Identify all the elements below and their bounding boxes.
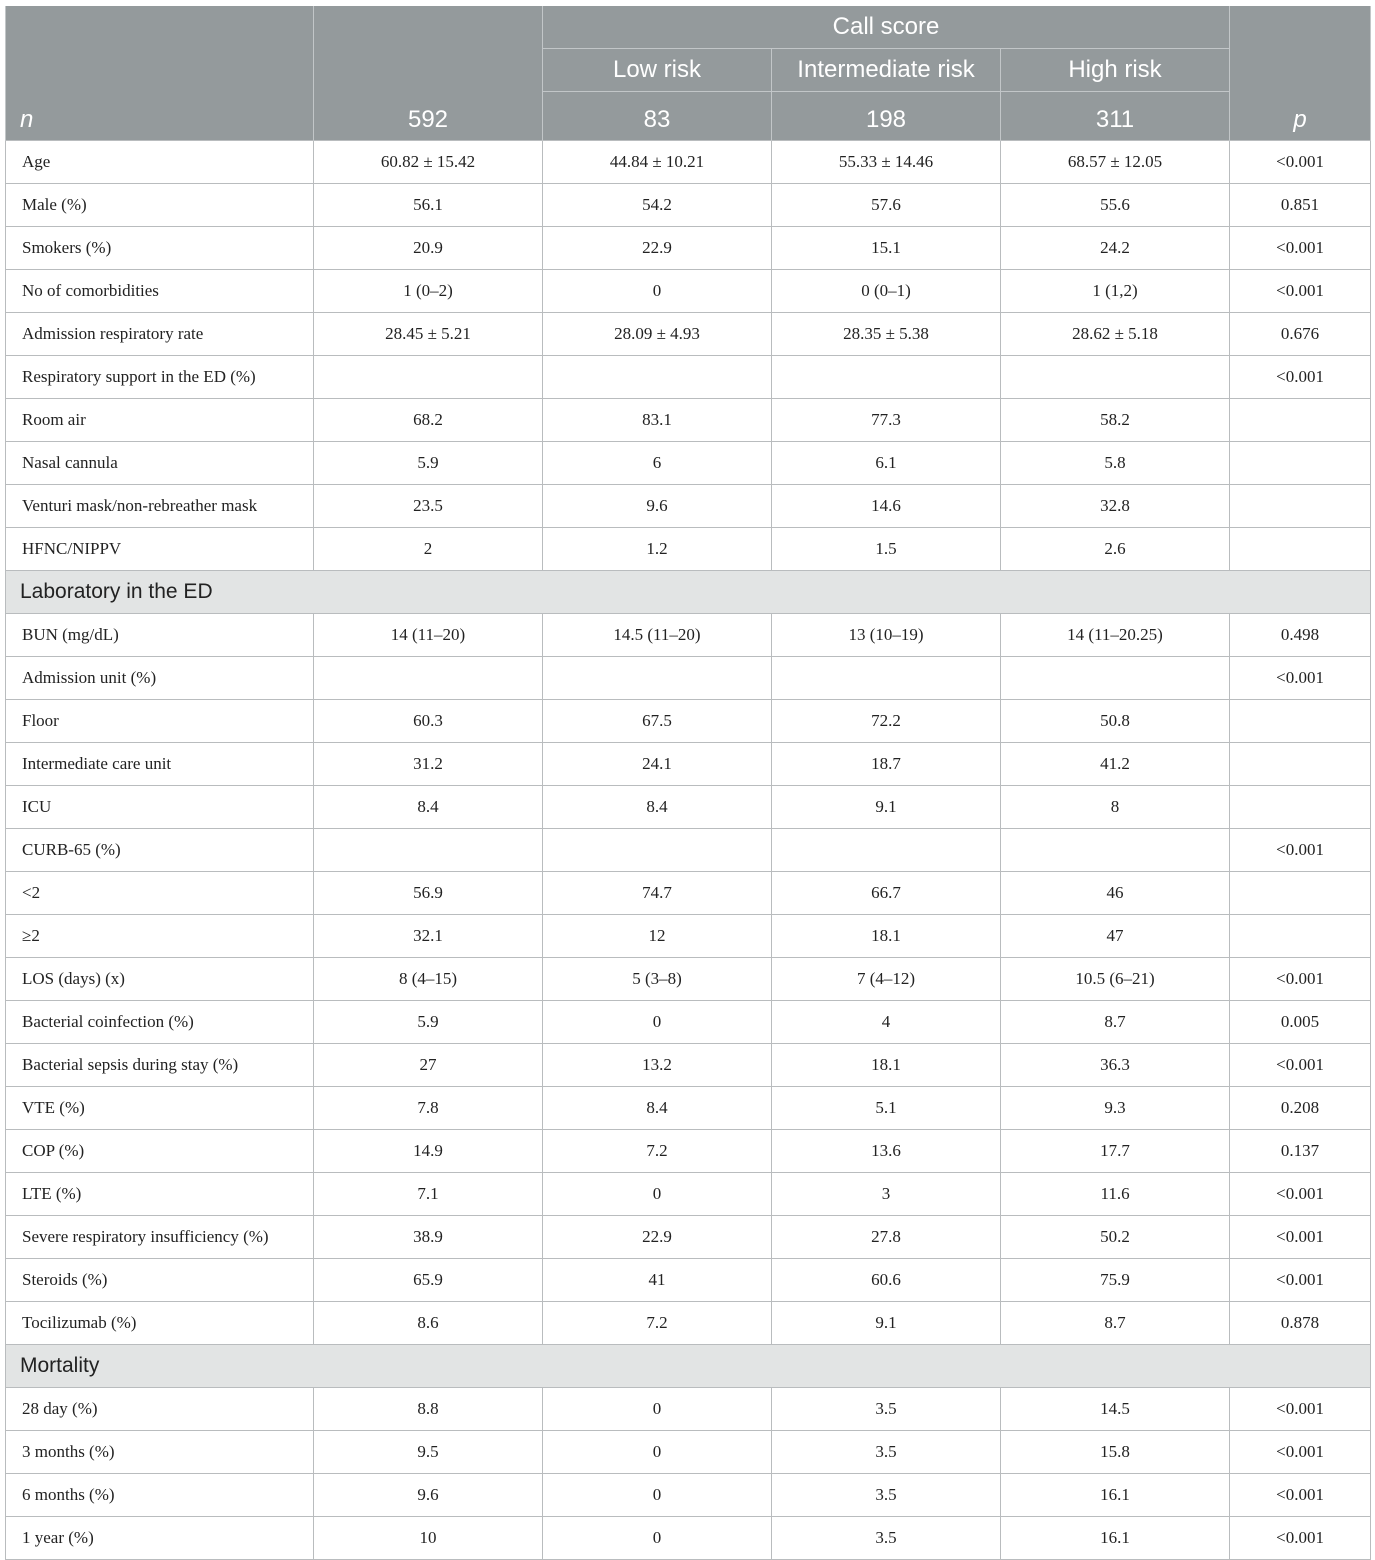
table-cell: 50.2 xyxy=(1001,1216,1230,1259)
table-cell: 28.45 ± 5.21 xyxy=(314,313,543,356)
table-cell: 5 (3–8) xyxy=(543,958,772,1001)
table-cell: 20.9 xyxy=(314,227,543,270)
row-label: ≥2 xyxy=(6,915,314,958)
table-row xyxy=(6,1001,1371,1044)
table-cell: 28.62 ± 5.18 xyxy=(1001,313,1230,356)
p-value-cell: <0.001 xyxy=(1230,1259,1371,1302)
row-label: Severe respiratory insufficiency (%) xyxy=(6,1216,314,1259)
section-row xyxy=(6,1345,1371,1388)
table-cell: 14 (11–20) xyxy=(314,614,543,657)
table-cell: 31.2 xyxy=(314,743,543,786)
table-cell: 3.5 xyxy=(772,1431,1001,1474)
table-row xyxy=(6,743,1371,786)
table-cell: 41.2 xyxy=(1001,743,1230,786)
table-cell: 54.2 xyxy=(543,184,772,227)
table-cell xyxy=(543,829,772,872)
table-cell: 68.57 ± 12.05 xyxy=(1001,141,1230,184)
table-cell: 9.5 xyxy=(314,1431,543,1474)
table-cell xyxy=(772,657,1001,700)
p-value-cell: <0.001 xyxy=(1230,657,1371,700)
table-body xyxy=(6,141,1371,1560)
p-value-cell: <0.001 xyxy=(1230,958,1371,1001)
row-label: 1 year (%) xyxy=(6,1517,314,1560)
p-value-cell: 0.851 xyxy=(1230,184,1371,227)
table-cell: 0 xyxy=(543,1388,772,1431)
p-value-cell: 0.137 xyxy=(1230,1130,1371,1173)
table-cell: 8.7 xyxy=(1001,1001,1230,1044)
table-cell: 8 (4–15) xyxy=(314,958,543,1001)
table-row xyxy=(6,1173,1371,1216)
table-cell: 3.5 xyxy=(772,1517,1001,1560)
table-cell: 3 xyxy=(772,1173,1001,1216)
row-label: Smokers (%) xyxy=(6,227,314,270)
row-label: Male (%) xyxy=(6,184,314,227)
table-cell: 7.1 xyxy=(314,1173,543,1216)
table-cell: 65.9 xyxy=(314,1259,543,1302)
table-row xyxy=(6,1044,1371,1087)
row-label: Tocilizumab (%) xyxy=(6,1302,314,1345)
table-cell: 68.2 xyxy=(314,399,543,442)
row-label: LOS (days) (x) xyxy=(6,958,314,1001)
table-cell xyxy=(314,657,543,700)
table-cell: 46 xyxy=(1001,872,1230,915)
table-cell: 14.5 (11–20) xyxy=(543,614,772,657)
table-cell: 17.7 xyxy=(1001,1130,1230,1173)
table-row xyxy=(6,270,1371,313)
table-cell: 7.2 xyxy=(543,1302,772,1345)
row-label: <2 xyxy=(6,872,314,915)
table-cell xyxy=(1001,829,1230,872)
table-cell: 66.7 xyxy=(772,872,1001,915)
table-cell: 13.6 xyxy=(772,1130,1001,1173)
p-value-cell: 0.676 xyxy=(1230,313,1371,356)
table-row xyxy=(6,829,1371,872)
table-cell: 1.5 xyxy=(772,528,1001,571)
table-cell: 0 xyxy=(543,1431,772,1474)
table-cell: 15.8 xyxy=(1001,1431,1230,1474)
table-cell: 1 (0–2) xyxy=(314,270,543,313)
table-cell: 32.1 xyxy=(314,915,543,958)
table-cell: 14 (11–20.25) xyxy=(1001,614,1230,657)
data-table xyxy=(5,6,1371,1560)
table-cell: 58.2 xyxy=(1001,399,1230,442)
table-row xyxy=(6,786,1371,829)
table-cell: 13 (10–19) xyxy=(772,614,1001,657)
p-value-cell: 0.498 xyxy=(1230,614,1371,657)
table-cell: 18.7 xyxy=(772,743,1001,786)
table-cell: 55.33 ± 14.46 xyxy=(772,141,1001,184)
table-row xyxy=(6,1130,1371,1173)
table-cell: 83.1 xyxy=(543,399,772,442)
table-row xyxy=(6,1087,1371,1130)
table-cell xyxy=(314,829,543,872)
p-value-cell: <0.001 xyxy=(1230,1517,1371,1560)
table-row xyxy=(6,1431,1371,1474)
p-value-cell xyxy=(1230,528,1371,571)
table-cell: 27.8 xyxy=(772,1216,1001,1259)
table-cell: 32.8 xyxy=(1001,485,1230,528)
table-cell: 2.6 xyxy=(1001,528,1230,571)
p-value-cell xyxy=(1230,700,1371,743)
table-cell: 9.6 xyxy=(314,1474,543,1517)
row-label: Admission respiratory rate xyxy=(6,313,314,356)
p-value-cell xyxy=(1230,872,1371,915)
row-label: Age xyxy=(6,141,314,184)
table-cell: 3.5 xyxy=(772,1474,1001,1517)
table-cell: 75.9 xyxy=(1001,1259,1230,1302)
table-row xyxy=(6,872,1371,915)
table-row xyxy=(6,1517,1371,1560)
table-cell: 8.4 xyxy=(314,786,543,829)
table-cell: 10 xyxy=(314,1517,543,1560)
p-value-cell: <0.001 xyxy=(1230,356,1371,399)
table-cell: 9.3 xyxy=(1001,1087,1230,1130)
total-count: 592 xyxy=(314,6,543,141)
table-cell: 72.2 xyxy=(772,700,1001,743)
table-cell: 6 xyxy=(543,442,772,485)
row-label: Venturi mask/non-rebreather mask xyxy=(6,485,314,528)
table-cell: 24.1 xyxy=(543,743,772,786)
table-cell: 5.9 xyxy=(314,442,543,485)
table-cell: 41 xyxy=(543,1259,772,1302)
high-risk-header: High risk xyxy=(1001,49,1230,92)
row-label: Intermediate care unit xyxy=(6,743,314,786)
table-cell: 0 xyxy=(543,1517,772,1560)
row-label: Bacterial sepsis during stay (%) xyxy=(6,1044,314,1087)
row-label: No of comorbidities xyxy=(6,270,314,313)
table-cell: 4 xyxy=(772,1001,1001,1044)
row-label: 6 months (%) xyxy=(6,1474,314,1517)
table-row xyxy=(6,1388,1371,1431)
row-label: Nasal cannula xyxy=(6,442,314,485)
p-value-cell: <0.001 xyxy=(1230,1388,1371,1431)
p-label: p xyxy=(1230,6,1371,141)
section-row xyxy=(6,571,1371,614)
table-cell: 8.4 xyxy=(543,1087,772,1130)
table-cell: 67.5 xyxy=(543,700,772,743)
high-risk-count: 311 xyxy=(1001,92,1230,141)
table-header xyxy=(6,6,1371,141)
row-label: BUN (mg/dL) xyxy=(6,614,314,657)
table-cell: 8.8 xyxy=(314,1388,543,1431)
row-label: CURB-65 (%) xyxy=(6,829,314,872)
p-value-cell: <0.001 xyxy=(1230,1216,1371,1259)
table-cell: 9.1 xyxy=(772,786,1001,829)
table-cell: 5.8 xyxy=(1001,442,1230,485)
table-cell: 56.9 xyxy=(314,872,543,915)
table-row xyxy=(6,227,1371,270)
table-row xyxy=(6,1302,1371,1345)
table-cell: 60.82 ± 15.42 xyxy=(314,141,543,184)
table-row xyxy=(6,657,1371,700)
table-cell: 9.6 xyxy=(543,485,772,528)
table-cell: 8.7 xyxy=(1001,1302,1230,1345)
table-cell xyxy=(772,356,1001,399)
table-cell: 0 xyxy=(543,270,772,313)
table-cell: 14.5 xyxy=(1001,1388,1230,1431)
table-row xyxy=(6,614,1371,657)
table-cell: 6.1 xyxy=(772,442,1001,485)
row-label: LTE (%) xyxy=(6,1173,314,1216)
table-cell xyxy=(1001,356,1230,399)
p-value-cell xyxy=(1230,786,1371,829)
table-row xyxy=(6,1474,1371,1517)
table-cell: 28.09 ± 4.93 xyxy=(543,313,772,356)
table-cell: 77.3 xyxy=(772,399,1001,442)
row-label: Bacterial coinfection (%) xyxy=(6,1001,314,1044)
row-label: Floor xyxy=(6,700,314,743)
p-value-cell: 0.005 xyxy=(1230,1001,1371,1044)
table-cell: 1.2 xyxy=(543,528,772,571)
table-cell: 16.1 xyxy=(1001,1474,1230,1517)
table-cell: 74.7 xyxy=(543,872,772,915)
table-cell: 55.6 xyxy=(1001,184,1230,227)
table-cell: 28.35 ± 5.38 xyxy=(772,313,1001,356)
p-value-cell: <0.001 xyxy=(1230,270,1371,313)
n-label: n xyxy=(6,6,314,141)
call-score-group-header: Call score xyxy=(543,6,1230,49)
intermediate-risk-header: Intermediate risk xyxy=(772,49,1001,92)
table-cell: 18.1 xyxy=(772,915,1001,958)
section-heading: Laboratory in the ED xyxy=(6,571,1371,614)
p-value-cell: <0.001 xyxy=(1230,1173,1371,1216)
table-cell: 50.8 xyxy=(1001,700,1230,743)
table-cell: 0 xyxy=(543,1474,772,1517)
table-cell: 38.9 xyxy=(314,1216,543,1259)
table-cell: 7 (4–12) xyxy=(772,958,1001,1001)
table-cell: 8 xyxy=(1001,786,1230,829)
low-risk-header: Low risk xyxy=(543,49,772,92)
row-label: VTE (%) xyxy=(6,1087,314,1130)
table-row xyxy=(6,1259,1371,1302)
table-cell: 36.3 xyxy=(1001,1044,1230,1087)
table-cell xyxy=(543,356,772,399)
table-cell: 9.1 xyxy=(772,1302,1001,1345)
table-cell: 57.6 xyxy=(772,184,1001,227)
table-cell: 47 xyxy=(1001,915,1230,958)
table-cell: 0 xyxy=(543,1173,772,1216)
table-row xyxy=(6,485,1371,528)
table-row xyxy=(6,915,1371,958)
row-label: Steroids (%) xyxy=(6,1259,314,1302)
table-cell: 11.6 xyxy=(1001,1173,1230,1216)
table-row xyxy=(6,528,1371,571)
table-cell xyxy=(1001,657,1230,700)
table-cell: 22.9 xyxy=(543,227,772,270)
table-cell: 8.6 xyxy=(314,1302,543,1345)
table-row xyxy=(6,958,1371,1001)
p-value-cell xyxy=(1230,399,1371,442)
table-cell xyxy=(772,829,1001,872)
table-cell: 14.9 xyxy=(314,1130,543,1173)
p-value-cell xyxy=(1230,442,1371,485)
row-label: 28 day (%) xyxy=(6,1388,314,1431)
row-label: ICU xyxy=(6,786,314,829)
low-risk-count: 83 xyxy=(543,92,772,141)
table-cell xyxy=(314,356,543,399)
table-cell: 3.5 xyxy=(772,1388,1001,1431)
table-row xyxy=(6,1216,1371,1259)
p-value-cell xyxy=(1230,915,1371,958)
table-cell: 23.5 xyxy=(314,485,543,528)
table-row xyxy=(6,313,1371,356)
table-cell: 7.8 xyxy=(314,1087,543,1130)
p-value-cell xyxy=(1230,743,1371,786)
table-row xyxy=(6,356,1371,399)
p-value-cell: <0.001 xyxy=(1230,1474,1371,1517)
section-heading: Mortality xyxy=(6,1345,1371,1388)
table-cell: 7.2 xyxy=(543,1130,772,1173)
table-row xyxy=(6,700,1371,743)
table-cell: 2 xyxy=(314,528,543,571)
table-cell: 14.6 xyxy=(772,485,1001,528)
p-value-cell: <0.001 xyxy=(1230,227,1371,270)
row-label: HFNC/NIPPV xyxy=(6,528,314,571)
p-value-cell: <0.001 xyxy=(1230,1431,1371,1474)
row-label: Respiratory support in the ED (%) xyxy=(6,356,314,399)
table-cell: 0 xyxy=(543,1001,772,1044)
table-row xyxy=(6,184,1371,227)
table-cell: 16.1 xyxy=(1001,1517,1230,1560)
table-row xyxy=(6,141,1371,184)
table-cell: 60.3 xyxy=(314,700,543,743)
table-cell: 22.9 xyxy=(543,1216,772,1259)
table-cell: 60.6 xyxy=(772,1259,1001,1302)
p-value-cell: 0.208 xyxy=(1230,1087,1371,1130)
row-label: COP (%) xyxy=(6,1130,314,1173)
p-value-cell: <0.001 xyxy=(1230,141,1371,184)
p-value-cell: <0.001 xyxy=(1230,1044,1371,1087)
table-cell: 18.1 xyxy=(772,1044,1001,1087)
table-cell: 12 xyxy=(543,915,772,958)
table-cell: 10.5 (6–21) xyxy=(1001,958,1230,1001)
table-row xyxy=(6,399,1371,442)
p-value-cell xyxy=(1230,485,1371,528)
row-label: 3 months (%) xyxy=(6,1431,314,1474)
table-cell: 5.9 xyxy=(314,1001,543,1044)
row-label: Admission unit (%) xyxy=(6,657,314,700)
table-cell: 8.4 xyxy=(543,786,772,829)
p-value-cell: <0.001 xyxy=(1230,829,1371,872)
table-cell: 1 (1,2) xyxy=(1001,270,1230,313)
p-value-cell: 0.878 xyxy=(1230,1302,1371,1345)
intermediate-risk-count: 198 xyxy=(772,92,1001,141)
row-label: Room air xyxy=(6,399,314,442)
table-row xyxy=(6,442,1371,485)
table-cell: 24.2 xyxy=(1001,227,1230,270)
table-cell: 27 xyxy=(314,1044,543,1087)
table-cell: 0 (0–1) xyxy=(772,270,1001,313)
table-cell: 5.1 xyxy=(772,1087,1001,1130)
table-cell: 15.1 xyxy=(772,227,1001,270)
table-cell: 44.84 ± 10.21 xyxy=(543,141,772,184)
table-cell xyxy=(543,657,772,700)
table-cell: 56.1 xyxy=(314,184,543,227)
table-cell: 13.2 xyxy=(543,1044,772,1087)
